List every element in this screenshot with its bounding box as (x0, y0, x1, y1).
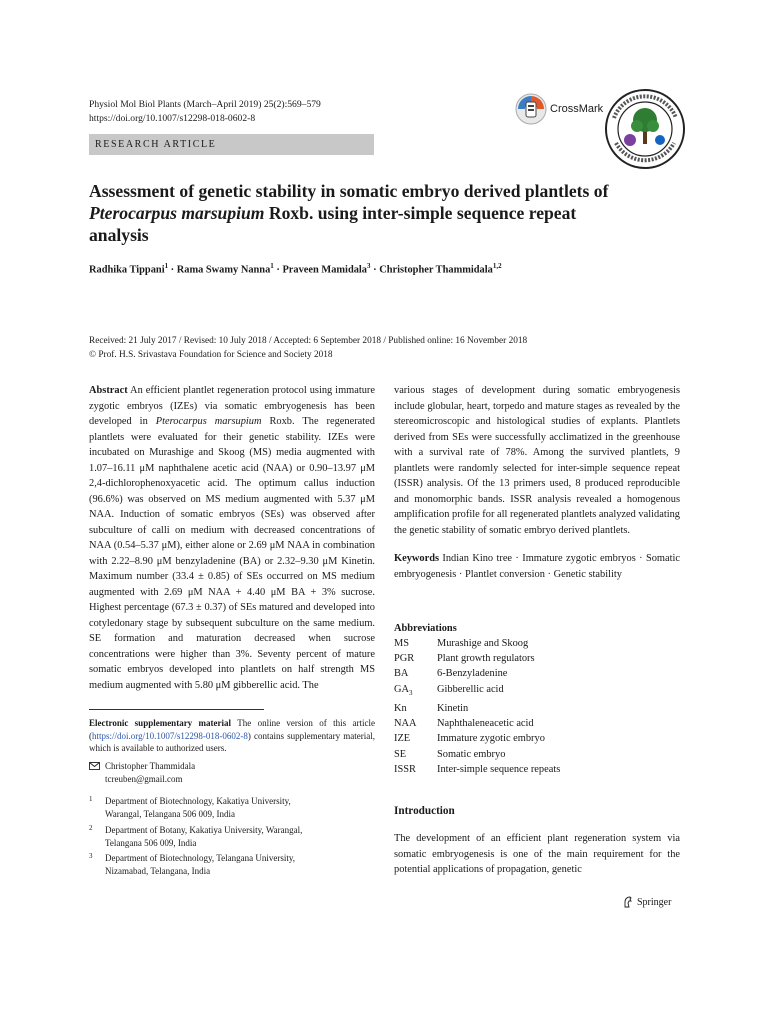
abbreviation-subscript: 3 (409, 688, 413, 697)
abbreviation-key: MS (394, 638, 410, 649)
affiliation (89, 795, 291, 820)
author-name[interactable]: Praveen Mamidala (282, 264, 368, 276)
affiliation-number: 3 (89, 852, 93, 860)
title-text: Assessment of genetic stability in somatic embryo derived plantlets of (89, 181, 609, 201)
abbreviation-value: Plant growth regulators (437, 653, 535, 665)
abbreviation-row (394, 666, 567, 681)
abbreviation-key: PGR (394, 653, 415, 665)
copyright-line: © Prof. H.S. Srivastava Foundation for Science and Society 2018 (89, 350, 333, 360)
author-name[interactable]: Radhika Tippani (89, 264, 165, 276)
affiliation (89, 852, 295, 877)
article-title (89, 180, 609, 246)
abbreviation-value: Naphthaleneacetic acid (437, 718, 534, 730)
author-affiliation-marker: 1 (270, 262, 274, 270)
author-name[interactable]: Christopher Thammidala (379, 264, 493, 276)
correspondence (89, 760, 195, 785)
affiliation-number: 1 (89, 795, 93, 803)
journal-header (89, 98, 321, 126)
affiliation-line: Telangana 506 009, India (105, 837, 197, 848)
esm-label: Electronic supplementary material (89, 718, 232, 728)
abstract-label: Abstract (89, 385, 128, 396)
envelope-icon (89, 762, 100, 770)
esm-text-end: ) contains supplementary material, which is available to authorized users. (89, 730, 375, 753)
abbreviation-row (394, 651, 567, 666)
author-affiliation-marker: 1 (164, 262, 169, 270)
abbreviation-value: Kinetin (437, 702, 469, 714)
abbreviation-key: NAA (394, 718, 417, 730)
article-type-banner: RESEARCH ARTICLE (89, 134, 374, 155)
abbreviation-value: Murashige and Skoog (437, 638, 529, 649)
affiliation-line: Warangal, Telangana 506 009, India (105, 808, 235, 819)
abbreviation-row (394, 682, 567, 701)
publication-history (89, 334, 527, 362)
abbreviation-row (394, 731, 567, 746)
abbreviation-value: Immature zygotic embryo (437, 733, 545, 745)
email-link[interactable]: tcreuben@gmail.com (105, 773, 183, 784)
abbreviation-row (394, 716, 567, 731)
keywords (394, 551, 680, 582)
abstract-text: An efficient plantlet regeneration protocol using immature zygotic embryos (IZEs) via somatic embryogenesis has been developed in (89, 385, 375, 427)
affiliation-line: Nizamabad, Telangana, India (105, 865, 211, 876)
affiliation (89, 824, 302, 849)
esm-doi-link[interactable]: https://doi.org/10.1007/s12298-018-0602-8 (92, 730, 248, 741)
corresponding-author: Christopher Thammidala (105, 761, 196, 771)
doi-link[interactable]: https://doi.org/10.1007/s12298-018-0602-8 (89, 113, 256, 124)
keywords-label: Keywords (394, 553, 440, 564)
abstract-text: Roxb. The regenerated plantlets were evaluated for their genetic stability. IZEs were incubated on Murashige and Skoog (MS) media augmented with 1.07–16.11 μM naphthalene acetic acid (NAA) or 0.90–13.97 μM 2,4-dichlorophenoxyacetic acid. The optimum callus induction (96.6%) was observed on MS medium augmented with 5.37 μM NAA. Induction of somatic embryos (SEs) was observed after subculture of calli on medium with decreased concentrations of NAA (0.54–5.37 μM), either alone or 2.69 μM NAA in combination with 2.22–8.90 μM benzyladenine (BA) or 2.32–9.30 μM Kinetin. Maximum number (33.4 ± 0.85) of SEs occurred on MS medium augmented with 2.69 μM NAA + 4.40 μM BA + 3% sucrose. Highest percentage (67.3 ± 0.37) of SEs matured and developed into cotyledonary stage by subsequent subculture on the same medium. SE formation and maturation decreased when sucrose concentrations were higher than 3%. Seventy percent of mature somatic embryos developed into plantlets on half strength MS medium augmented with 5.80 μM gibberellic acid. The (89, 416, 375, 691)
section-heading: Introduction (394, 805, 455, 817)
abbreviation-key: IZE (394, 733, 411, 745)
abbreviation-row (394, 762, 567, 777)
publisher-name: Springer (637, 896, 672, 908)
abbreviation-row (394, 636, 567, 651)
supplementary-note (89, 717, 375, 755)
abbreviations-list (394, 636, 567, 777)
affiliation-line: Department of Biotechnology, Telangana University, (105, 853, 295, 863)
affiliation-line: Department of Biotechnology, Kakatiya University, (105, 796, 291, 806)
crossmark-label: CrossMark (550, 103, 604, 115)
abbreviation-value: Inter-simple sequence repeats (437, 763, 561, 775)
author-affiliation-marker: 3 (367, 262, 371, 270)
abstract-text-continued: various stages of development during somatic embryogenesis include globular, heart, torpedo and mature stages as revealed by the stereomicroscopic and histological studies of explants. Plantlets derived from SEs were successfully acclimatized in the greenhouse with a survival rate of 78%. Among the survived plantlets, 9 plantlets were randomly selected for inter-simple sequence repeat (ISSR) analysis. Of the 13 primers used, 8 produced reproducible and monomorphic bands. ISSR analysis revealed a homogenous amplification profile for all regenerated plantlets analyzed validating the genetic stability of somatic embryo derived plantlets. (394, 385, 680, 536)
author-list: Radhika Tippani$^1$ · Rama Swamy Nanna$^1$ · Praveen Mamidala$^3$ · Christopher Thammidala$^{1,2}$ (89, 262, 502, 276)
author-name[interactable]: Rama Swamy Nanna (176, 264, 271, 276)
abstract-species: Pterocarpus marsupium (155, 416, 262, 427)
foundation-seal-icon (604, 88, 686, 170)
abbreviation-key (394, 682, 437, 701)
affiliation-number: 2 (89, 824, 93, 832)
esm-text: The online version of this article ( (89, 718, 375, 741)
publisher-logo (622, 896, 671, 908)
abbreviation-key-base: GA (394, 683, 410, 695)
title-species: Pterocarpus marsupium (89, 203, 265, 223)
springer-horse-icon (622, 896, 634, 908)
date-line: Received: 21 July 2017 / Revised: 10 July 2018 / Accepted: 6 September 2018 / Published online: 16 November 2018 (89, 336, 528, 346)
abstract-left (89, 383, 375, 693)
keywords-text: Indian Kino tree · Immature zygotic embryos · Somatic embryogenesis · Plantlet conversion · Genetic stability (394, 553, 680, 580)
author-affiliation-marker: 1,2 (492, 262, 502, 270)
abbreviation-key: Kn (394, 702, 407, 714)
journal-citation: Physiol Mol Biol Plants (March–April 2019) 25(2):569–579 (89, 99, 321, 110)
abbreviation-value: 6-Benzyladenine (437, 668, 508, 680)
abbreviation-value: Somatic embryo (437, 748, 506, 760)
title-text-end: Roxb. using inter-simple sequence repeat analysis (89, 203, 577, 245)
abbreviation-key: ISSR (394, 763, 416, 775)
abbreviation-key: BA (394, 668, 409, 680)
footnote-divider (89, 709, 264, 710)
crossmark-badge[interactable] (515, 92, 611, 126)
affiliation-line: Department of Botany, Kakatiya University, Warangal, (105, 825, 303, 835)
abstract-right (394, 383, 680, 582)
abbreviation-row (394, 701, 567, 716)
introduction-text: The development of an efficient plant regeneration system via somatic embryogenesis is one of the main requirement for the potential applications of propagation, genetic (394, 833, 680, 875)
abbreviations-title: Abbreviations (394, 623, 457, 634)
crossmark-icon (515, 93, 547, 125)
abbreviation-key: SE (394, 748, 407, 760)
abbreviation-value: Gibberellic acid (437, 683, 504, 695)
abbreviation-row (394, 747, 567, 762)
